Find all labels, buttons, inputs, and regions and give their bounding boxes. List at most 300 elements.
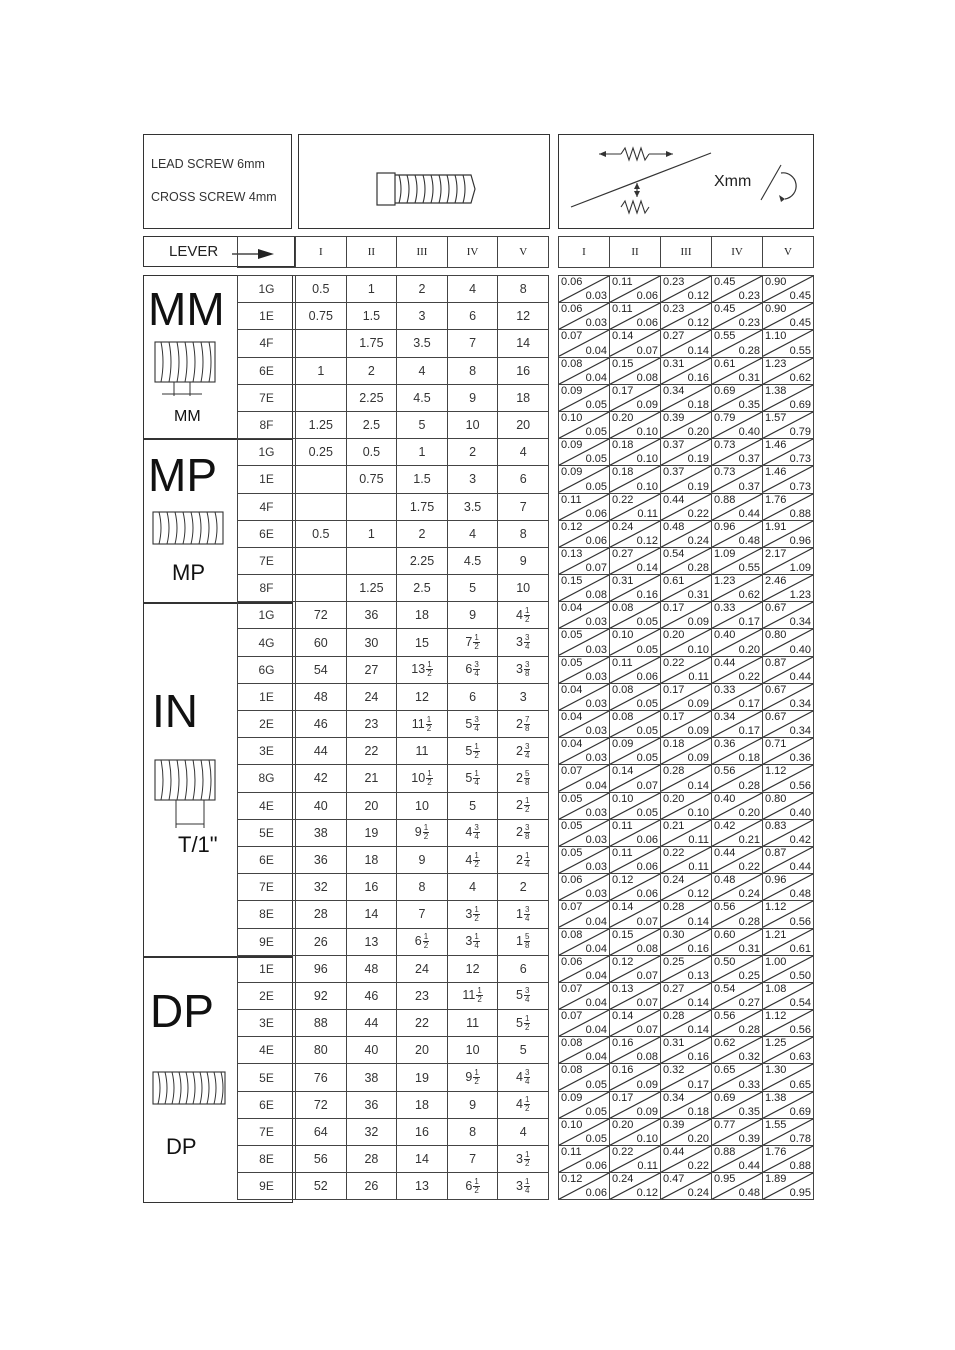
longitudinal-feed-value: 0.48 — [663, 520, 685, 533]
longitudinal-feed-value: 0.37 — [663, 466, 685, 479]
table-row — [238, 683, 549, 710]
table-row — [559, 982, 814, 1009]
longitudinal-feed-value: 0.09 — [561, 1091, 583, 1104]
feed-value-cell — [559, 575, 610, 602]
cross-feed-value: 0.03 — [585, 888, 607, 901]
longitudinal-feed-value: 0.95 — [714, 1173, 736, 1186]
gear-code-cell: 5E — [238, 819, 296, 846]
feed-value-cell — [712, 520, 763, 547]
in-thread-icon — [154, 756, 224, 836]
feed-value-cell — [610, 493, 661, 520]
feed-value-cell — [763, 466, 814, 493]
thread-value-cell: 2 — [397, 520, 448, 547]
unit-title-mp: MP — [148, 449, 217, 501]
feed-value-cell — [559, 547, 610, 574]
table-row — [559, 819, 814, 846]
cross-feed-value: 0.04 — [585, 942, 607, 955]
thread-value-cell: 4 $\frac{3}{4}$ — [447, 819, 498, 846]
feed-value-cell — [661, 493, 712, 520]
feed-value-cell — [559, 656, 610, 683]
feed-value-cell — [610, 602, 661, 629]
table-row — [238, 1064, 549, 1091]
thread-value-cell: 8 — [498, 520, 549, 547]
unit-title-mm: MM — [148, 283, 225, 335]
cross-feed-value: 0.04 — [585, 969, 607, 982]
cross-feed-value: 0.03 — [585, 698, 607, 710]
cross-feed-value: 0.03 — [585, 725, 607, 738]
longitudinal-feed-value: 0.22 — [663, 846, 685, 859]
thread-value-cell: 6 $\frac{3}{4}$ — [447, 656, 498, 683]
screw-illustration-box — [298, 134, 550, 229]
feed-value-cell — [610, 656, 661, 683]
cross-feed-value: 0.55 — [789, 344, 811, 357]
thread-value-cell: 16 — [498, 357, 549, 384]
thread-value-cell: 14 — [397, 1146, 448, 1173]
cross-feed-value: 0.23 — [738, 290, 760, 303]
cross-feed-value: 0.06 — [636, 317, 658, 330]
thread-value-cell: 5 $\frac{3}{4}$ — [498, 982, 549, 1009]
longitudinal-feed-value: 2.17 — [765, 547, 787, 560]
cross-feed-value: 0.10 — [636, 426, 658, 439]
gear-code-cell: 7E — [238, 1118, 296, 1145]
feed-value-cell — [559, 711, 610, 738]
thread-value-cell: 3 — [397, 303, 448, 330]
gear-code-cell: 3E — [238, 738, 296, 765]
feed-value-cell — [559, 276, 610, 303]
cross-feed-value: 0.33 — [738, 1078, 760, 1091]
cross-feed-value: 0.65 — [789, 1078, 811, 1091]
unit-sub-mm: MM — [174, 408, 201, 425]
thread-value-cell: 2 — [346, 357, 397, 384]
table-row — [238, 303, 549, 330]
longitudinal-feed-value: 0.44 — [714, 846, 736, 859]
table-row — [559, 384, 814, 411]
feed-value-cell — [559, 1173, 610, 1200]
gear-code-cell: 1G — [238, 276, 296, 303]
cross-feed-value: 0.16 — [687, 942, 709, 955]
feed-value-cell — [763, 765, 814, 792]
thread-value-cell: 7 — [498, 493, 549, 520]
table-row — [559, 276, 814, 303]
cross-feed-value: 0.16 — [687, 371, 709, 384]
cross-feed-value: 0.50 — [789, 969, 811, 982]
cross-feed-value: 0.09 — [687, 725, 709, 738]
screw-info-box — [143, 134, 292, 229]
thread-value-cell: 1.5 — [346, 303, 397, 330]
thread-value-cell: 96 — [296, 955, 347, 982]
longitudinal-feed-value: 0.31 — [612, 575, 634, 588]
table-row — [559, 411, 814, 438]
feed-value-cell — [712, 493, 763, 520]
thread-value-cell: 2 — [498, 874, 549, 901]
cross-feed-value: 0.19 — [687, 453, 709, 466]
feed-value-cell — [559, 411, 610, 438]
cross-feed-value: 0.34 — [789, 698, 811, 710]
longitudinal-feed-value: 0.62 — [714, 1037, 736, 1050]
thread-value-cell: 24 — [346, 683, 397, 710]
cross-feed-value: 0.28 — [738, 344, 760, 357]
longitudinal-feed-value: 0.88 — [714, 1146, 736, 1158]
cross-feed-value: 0.28 — [687, 562, 709, 575]
cross-feed-value: 0.22 — [687, 507, 709, 520]
feed-value-cell — [610, 357, 661, 384]
cross-feed-value: 0.40 — [738, 426, 760, 439]
thread-value-cell: 1 $\frac{3}{4}$ — [498, 901, 549, 928]
thread-value-cell: 2 $\frac{3}{4}$ — [498, 738, 549, 765]
thread-value-cell: 12 — [397, 683, 448, 710]
cross-feed-value: 0.36 — [789, 752, 811, 765]
feed-value-cell — [712, 982, 763, 1009]
thread-value-cell: 12 — [447, 955, 498, 982]
feed-value-cell — [559, 602, 610, 629]
thread-value-cell — [296, 575, 347, 602]
table-row — [238, 547, 549, 574]
thread-value-cell: 4 — [447, 276, 498, 303]
feed-value-cell — [610, 683, 661, 710]
cross-feed-value: 0.56 — [789, 779, 811, 792]
thread-value-cell: 13 — [397, 1173, 448, 1200]
lever-label: LEVER — [169, 243, 219, 260]
cross-feed-value: 0.48 — [738, 534, 760, 547]
longitudinal-feed-value: 0.08 — [561, 1064, 583, 1077]
thread-value-cell: 1.5 — [397, 466, 448, 493]
lead-screw-label: LEAD SCREW 6mm — [151, 157, 265, 171]
feed-value-cell — [763, 357, 814, 384]
thread-value-cell: 32 — [296, 874, 347, 901]
longitudinal-feed-value: 0.32 — [663, 1064, 685, 1077]
longitudinal-feed-value: 0.08 — [561, 928, 583, 941]
feed-value-cell — [610, 955, 661, 982]
feed-value-cell — [712, 738, 763, 765]
longitudinal-feed-value: 0.12 — [612, 955, 634, 968]
thread-value-cell: 11 $\frac{1}{2}$ — [397, 711, 448, 738]
feed-value-cell — [763, 982, 814, 1009]
feed-value-cell — [559, 765, 610, 792]
thread-value-cell: 10 — [447, 411, 498, 438]
table-row — [559, 1037, 814, 1064]
table-row — [559, 901, 814, 928]
feed-value-cell — [610, 629, 661, 656]
table-row — [238, 792, 549, 819]
thread-value-cell: 9 — [498, 547, 549, 574]
thread-value-cell: 6 $\frac{1}{2}$ — [397, 928, 448, 955]
fraction: $\frac{3}{4}$ — [524, 741, 530, 760]
longitudinal-feed-value: 0.17 — [663, 711, 685, 723]
longitudinal-feed-value: 0.67 — [765, 683, 787, 696]
feed-value-cell — [559, 439, 610, 466]
feed-table — [558, 275, 814, 1200]
longitudinal-feed-value: 0.11 — [612, 819, 633, 832]
feed-value-cell — [559, 928, 610, 955]
thread-value-cell: 40 — [346, 1037, 397, 1064]
cross-feed-value: 0.20 — [687, 1133, 709, 1145]
thread-value-cell: 4 $\frac{1}{2}$ — [498, 1091, 549, 1118]
cross-feed-value: 0.40 — [789, 806, 811, 819]
cross-feed-value: 0.44 — [738, 1160, 760, 1173]
longitudinal-feed-value: 0.07 — [561, 901, 583, 914]
thread-value-cell — [296, 466, 347, 493]
cross-feed-value: 0.28 — [738, 779, 760, 792]
feed-value-cell — [610, 928, 661, 955]
thread-value-cell: 5 $\frac{1}{2}$ — [447, 738, 498, 765]
longitudinal-feed-value: 0.20 — [612, 1118, 634, 1131]
thread-value-cell: 92 — [296, 982, 347, 1009]
longitudinal-feed-value: 0.06 — [561, 955, 583, 968]
cross-feed-value: 0.24 — [687, 1187, 709, 1200]
feed-value-cell — [712, 955, 763, 982]
longitudinal-feed-value: 0.22 — [663, 656, 685, 669]
cross-feed-value: 0.20 — [687, 426, 709, 439]
feed-value-cell — [661, 1118, 712, 1145]
table-row — [559, 683, 814, 710]
thread-value-cell: 0.5 — [296, 276, 347, 303]
longitudinal-feed-value: 0.27 — [612, 547, 634, 560]
cross-feed-value: 0.03 — [585, 670, 607, 683]
cross-feed-value: 0.56 — [789, 915, 811, 928]
cross-feed-value: 0.23 — [738, 317, 760, 330]
feed-value-cell — [559, 1037, 610, 1064]
longitudinal-feed-value: 0.42 — [714, 819, 736, 832]
thread-value-cell: 46 — [296, 711, 347, 738]
thread-value-cell: 80 — [296, 1037, 347, 1064]
thread-value-cell: 88 — [296, 1010, 347, 1037]
longitudinal-feed-value: 0.24 — [612, 1173, 634, 1186]
feed-value-cell — [712, 683, 763, 710]
gear-code-cell: 1E — [238, 683, 296, 710]
fraction: $\frac{5}{8}$ — [524, 768, 530, 787]
cross-feed-value: 0.12 — [636, 534, 658, 547]
longitudinal-feed-value: 0.10 — [561, 411, 583, 424]
feed-value-cell — [763, 738, 814, 765]
feed-value-cell — [763, 819, 814, 846]
longitudinal-feed-value: 1.00 — [765, 955, 787, 968]
feed-value-cell — [661, 955, 712, 982]
fraction: $\frac{1}{2}$ — [524, 796, 530, 815]
thread-value-cell: 1.75 — [397, 493, 448, 520]
thread-value-cell: 36 — [346, 602, 397, 629]
longitudinal-feed-value: 0.07 — [561, 330, 583, 343]
longitudinal-feed-value: 0.04 — [561, 602, 583, 615]
thread-value-cell: 7 — [397, 901, 448, 928]
longitudinal-feed-value: 1.46 — [765, 439, 787, 452]
unit-sub-in: T/1" — [178, 832, 218, 857]
longitudinal-feed-value: 0.21 — [663, 819, 685, 832]
fraction: $\frac{1}{2}$ — [474, 904, 479, 923]
longitudinal-feed-value: 0.06 — [561, 874, 583, 887]
cross-feed-value: 0.31 — [738, 942, 760, 955]
fraction: $\frac{1}{2}$ — [524, 1013, 530, 1032]
thread-value-cell: 4.5 — [397, 384, 448, 411]
cross-feed-value: 0.17 — [738, 698, 760, 710]
thread-value-cell: 64 — [296, 1118, 347, 1145]
feed-value-cell — [610, 846, 661, 873]
cross-feed-value: 0.06 — [585, 1187, 607, 1200]
table-row — [238, 955, 549, 982]
thread-value-cell: 1.25 — [296, 411, 347, 438]
longitudinal-feed-value: 0.67 — [765, 711, 787, 723]
thread-value-cell: 6 $\frac{1}{2}$ — [447, 1173, 498, 1200]
thread-value-cell: 5 — [447, 575, 498, 602]
feed-value-cell — [763, 656, 814, 683]
longitudinal-feed-value: 0.13 — [612, 982, 634, 995]
longitudinal-feed-value: 0.31 — [663, 357, 685, 370]
feed-value-cell — [712, 711, 763, 738]
longitudinal-feed-value: 0.28 — [663, 765, 685, 778]
thread-value-cell: 56 — [296, 1146, 347, 1173]
table-row — [559, 792, 814, 819]
cross-screw-label: CROSS SCREW 4mm — [151, 190, 277, 204]
table-row — [238, 711, 549, 738]
longitudinal-feed-value: 0.11 — [561, 493, 582, 506]
cross-feed-value: 0.09 — [636, 398, 658, 411]
cross-feed-value: 0.14 — [687, 779, 709, 792]
cross-feed-value: 0.32 — [738, 1051, 760, 1064]
feed-value-cell — [610, 330, 661, 357]
thread-value-cell: 9 — [447, 384, 498, 411]
cross-feed-value: 0.06 — [636, 290, 658, 303]
thread-value-cell: 1 — [346, 520, 397, 547]
thread-value-cell: 60 — [296, 629, 347, 656]
longitudinal-feed-value: 0.08 — [612, 602, 634, 615]
feed-value-cell — [763, 1037, 814, 1064]
longitudinal-feed-value: 1.55 — [765, 1118, 787, 1131]
cross-feed-value: 0.14 — [687, 915, 709, 928]
longitudinal-feed-value: 0.30 — [663, 928, 685, 941]
table-row — [238, 520, 549, 547]
cross-feed-value: 0.10 — [636, 480, 658, 493]
cross-feed-value: 0.40 — [789, 643, 811, 656]
feed-value-cell — [661, 303, 712, 330]
fraction: $\frac{3}{4}$ — [524, 986, 530, 1005]
thread-value-cell: 6 — [498, 466, 549, 493]
feed-value-cell — [610, 1146, 661, 1173]
thread-value-cell: 1 — [296, 357, 347, 384]
feed-value-cell — [763, 330, 814, 357]
feed-value-cell — [559, 1146, 610, 1173]
cross-feed-value: 0.45 — [789, 317, 811, 330]
gear-code-cell: 6E — [238, 1091, 296, 1118]
longitudinal-feed-value: 0.40 — [714, 629, 736, 642]
feed-value-cell — [712, 330, 763, 357]
feed-value-cell — [610, 1173, 661, 1200]
longitudinal-feed-value: 0.44 — [663, 1146, 685, 1158]
longitudinal-feed-value: 0.09 — [561, 466, 583, 479]
table-row — [559, 1173, 814, 1200]
gear-code-cell: 1G — [238, 439, 296, 466]
cross-feed-value: 0.96 — [789, 534, 811, 547]
cross-feed-value: 0.08 — [636, 1051, 658, 1064]
cross-feed-value: 0.19 — [687, 480, 709, 493]
mm-thread-icon — [154, 338, 224, 400]
table-row — [238, 466, 549, 493]
thread-value-cell: 44 — [346, 1010, 397, 1037]
cross-feed-value: 0.05 — [585, 480, 607, 493]
thread-value-cell: 9 $\frac{1}{2}$ — [397, 819, 448, 846]
cross-feed-value: 0.18 — [687, 398, 709, 411]
thread-value-cell: 38 — [296, 819, 347, 846]
thread-value-cell: 4 — [498, 1118, 549, 1145]
gear-code-cell: 5E — [238, 1064, 296, 1091]
thread-value-cell: 21 — [346, 765, 397, 792]
cross-feed-value: 0.88 — [789, 1160, 811, 1173]
longitudinal-feed-value: 0.16 — [612, 1064, 634, 1077]
gear-code-cell: 9E — [238, 1173, 296, 1200]
longitudinal-feed-value: 0.16 — [612, 1037, 634, 1050]
thread-value-cell: 5 — [447, 792, 498, 819]
cross-feed-value: 0.03 — [585, 290, 607, 303]
cross-feed-value: 0.44 — [738, 507, 760, 520]
feed-value-cell — [661, 1010, 712, 1037]
feed-value-cell — [712, 439, 763, 466]
feed-value-cell — [661, 466, 712, 493]
feed-value-cell — [559, 955, 610, 982]
cross-feed-value: 0.31 — [738, 371, 760, 384]
feed-value-cell — [610, 792, 661, 819]
feed-value-cell — [712, 1173, 763, 1200]
feed-value-cell — [763, 846, 814, 873]
cross-feed-value: 0.06 — [636, 861, 658, 874]
feed-value-cell — [559, 982, 610, 1009]
longitudinal-feed-value: 0.55 — [714, 330, 736, 343]
fraction: $\frac{1}{4}$ — [474, 768, 479, 787]
longitudinal-feed-value: 0.34 — [663, 384, 685, 397]
table-row — [559, 738, 814, 765]
longitudinal-feed-value: 0.33 — [714, 602, 736, 615]
cross-feed-value: 0.10 — [636, 453, 658, 466]
feed-value-cell — [661, 602, 712, 629]
cross-feed-value: 0.73 — [789, 480, 811, 493]
longitudinal-feed-value: 0.14 — [612, 765, 634, 778]
longitudinal-feed-value: 0.22 — [612, 493, 634, 506]
thread-value-cell: 3 $\frac{3}{4}$ — [498, 629, 549, 656]
lever-pos-5: V — [498, 237, 549, 268]
feed-value-cell — [763, 1146, 814, 1173]
cross-feed-value: 0.48 — [789, 888, 811, 901]
thread-value-cell — [296, 547, 347, 574]
feed-value-cell — [661, 656, 712, 683]
thread-value-cell: 7 — [447, 330, 498, 357]
fraction: $\frac{3}{4}$ — [474, 660, 479, 679]
cross-feed-value: 0.61 — [789, 942, 811, 955]
cross-feed-value: 0.08 — [636, 942, 658, 955]
table-row — [559, 602, 814, 629]
thread-value-cell: 1 — [397, 439, 448, 466]
feed-value-cell — [661, 928, 712, 955]
feed-value-cell — [712, 357, 763, 384]
feed-value-cell — [661, 439, 712, 466]
longitudinal-feed-value: 0.17 — [612, 384, 634, 397]
fraction: $\frac{1}{2}$ — [474, 1176, 479, 1195]
fraction: $\frac{1}{2}$ — [427, 768, 432, 787]
fraction: $\frac{3}{4}$ — [524, 904, 530, 923]
feed-value-cell — [712, 874, 763, 901]
thread-value-cell: 30 — [346, 629, 397, 656]
gear-code-cell: 7E — [238, 547, 296, 574]
thread-value-cell: 2 — [447, 439, 498, 466]
fraction: $\frac{1}{2}$ — [423, 932, 429, 951]
cross-feed-value: 0.05 — [636, 643, 658, 656]
thread-value-cell: 46 — [346, 982, 397, 1009]
longitudinal-feed-value: 0.22 — [612, 1146, 634, 1158]
fraction: $\frac{1}{2}$ — [427, 660, 432, 679]
table-row — [238, 846, 549, 873]
gear-code-cell: 7E — [238, 874, 296, 901]
lever-positions-header — [237, 236, 549, 268]
feed-value-cell — [610, 1118, 661, 1145]
longitudinal-feed-value: 0.20 — [663, 792, 685, 805]
thread-value-cell: 2.25 — [346, 384, 397, 411]
feed-pos-3: III — [661, 237, 712, 268]
